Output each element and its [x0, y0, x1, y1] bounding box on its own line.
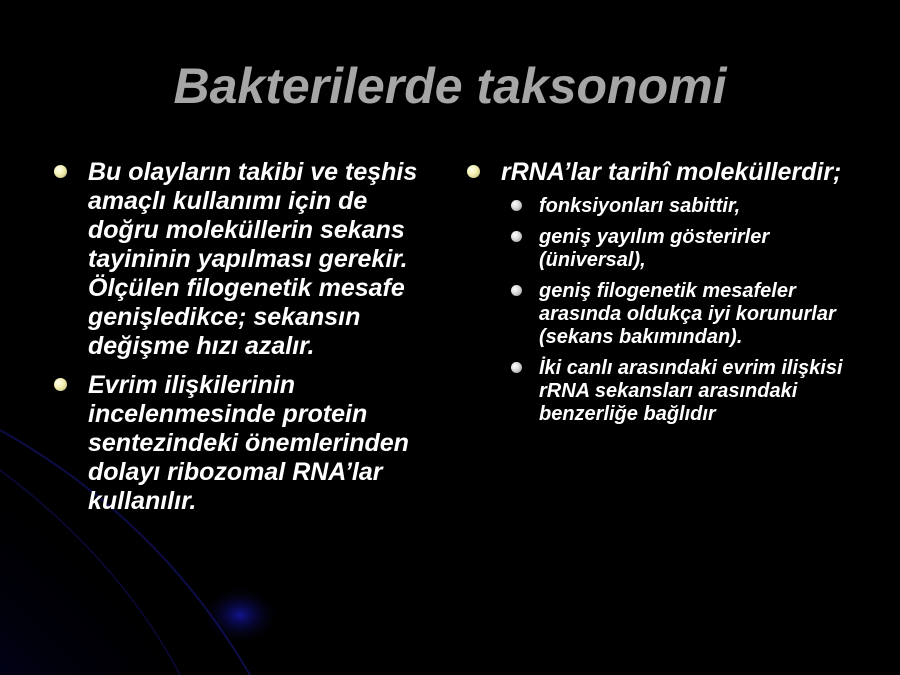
bullet-dot-icon: [54, 378, 67, 391]
sub-bullet-item: [501, 226, 865, 272]
left-bullet-text: Evrim ilişkilerinin incelenmesinde protein sentezindeki önemlerinden dolayı ribozomal RNA’lar kullanılır.: [88, 371, 409, 515]
sub-bullet-text: fonksiyonları sabittir,: [539, 195, 741, 217]
bullet-dot-icon: [467, 165, 480, 178]
sub-bullet-item: [501, 357, 865, 426]
sub-bullet-dot-icon: [511, 362, 522, 373]
right-bullet-text: rRNA’lar tarihî moleküllerdir;: [501, 158, 842, 186]
sub-bullet-item: [501, 280, 865, 349]
sub-bullet-dot-icon: [511, 200, 522, 211]
sub-bullet-item: [501, 195, 865, 218]
sub-bullet-text: geniş yayılım gösterirler (üniversal),: [539, 226, 770, 271]
right-bullet-list: [465, 158, 865, 436]
sub-bullet-text: geniş filogenetik mesafeler arasında oldukça iyi korunurlar (sekans bakımından).: [539, 280, 836, 348]
sub-bullet-dot-icon: [511, 231, 522, 242]
sub-bullet-list: [501, 195, 865, 426]
slide-title: Bakterilerde taksonomi: [173, 58, 727, 114]
sub-bullet-text: İki canlı arasındaki evrim ilişkisi rRNA sekansları arasındaki benzerliğe bağlıdır: [539, 357, 843, 425]
sub-bullet-dot-icon: [511, 285, 522, 296]
left-bullet-text: Bu olayların takibi ve teşhis amaçlı kullanımı için de doğru moleküllerin sekans tayininin yapılması gerekir. Ölçülen filogenetik mesafe genişledikce; sekansın değişme hızı azalır.: [88, 158, 418, 360]
left-bullet-item: [52, 371, 432, 516]
left-bullet-item: [52, 158, 432, 361]
right-bullet-item: [465, 158, 865, 426]
left-bullet-list: [52, 158, 432, 526]
bullet-dot-icon: [54, 165, 67, 178]
